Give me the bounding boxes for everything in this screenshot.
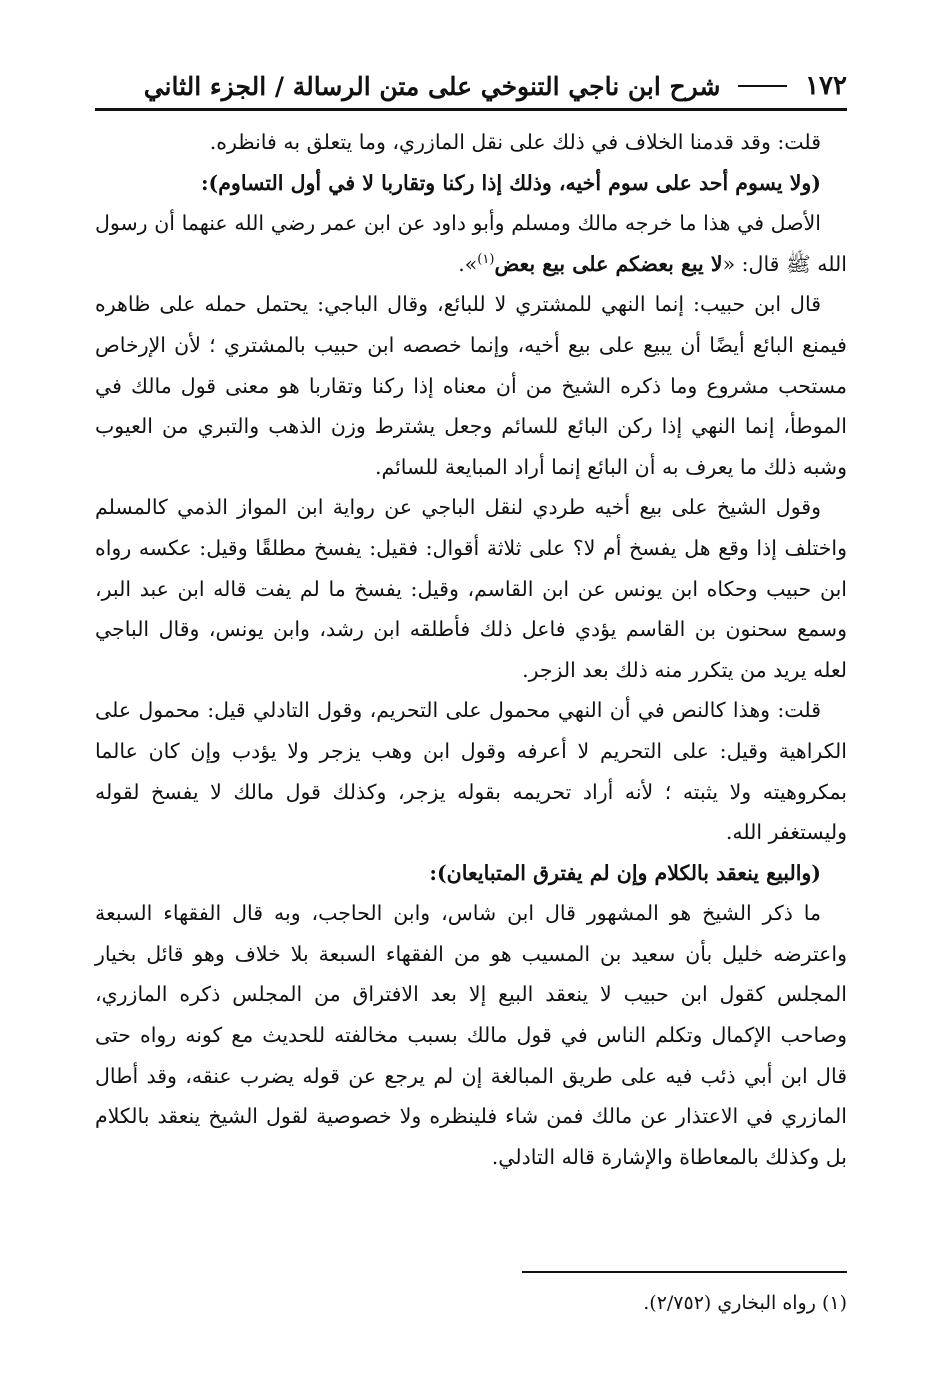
body-text bbox=[95, 122, 847, 1177]
document-page bbox=[95, 66, 847, 1356]
paragraph-6: قلت: وهذا كالنص في أن النهي محمول على التحريم، وقول التادلي قيل: محمول على الكراهية وقيل: على التحريم لا أعرفه وقول ابن وهب يزجر ولا يؤدب وإن كان عالما بمكروهيته ولا يثبته ؛ لأنه أراد تحريمه بقوله يزجر، وكذلك قول مالك لا يفسخ لقوله وليستغفر الله. bbox=[95, 698, 847, 845]
paragraph-4: قال ابن حبيب: إنما النهي للمشتري لا للبائع، وقال الباجي: يحتمل حمله على ظاهره فيمنع البائع أيضًا أن يبيع على بيع أخيه، وإنما خصصه ابن حبيب بالمشتري ؛ لأن الإرخاص مستحب مشروع وما ذكره الشيخ من أن معناه إذا ركنا وتقاربا هو معنى قول مالك في الموطأ، إنما النهي إذا ركن البائع للسائم وجعل يشترط وزن الذهب والتبري من العيوب وشبه ذلك ما يعرف به أن البائع إنما أراد المبايعة للسائم. bbox=[95, 292, 847, 479]
paragraph-3-end: ». bbox=[458, 251, 478, 276]
paragraph-5: وقول الشيخ على بيع أخيه طردي لنقل الباجي عن رواية ابن المواز الذمي كالمسلم واختلف إذا وقع هل يفسخ أم لا؟ على ثلاثة أقوال: فقيل: يفسخ مطلقًا وقيل: عكسه رواه ابن حبيب وحكاه ابن يونس عن ابن القاسم، وقيل: يفسخ ما لم يفت قاله ابن عبد البر، وسمع سحنون بن القاسم يؤدي فاعل ذلك فأطلقه ابن رشد، وابن يونس، وقال الباجي لعله يريد من يتكرر منه ذلك بعد الزجر. bbox=[95, 495, 847, 682]
paragraph-8: ما ذكر الشيخ هو المشهور قال ابن شاس، وابن الحاجب، وبه قال الفقهاء السبعة واعترضه خليل بأن سعيد بن المسيب هو من الفقهاء السبعة بلا خلاف وهو قائل بخيار المجلس كقول ابن حبيب لا ينعقد البيع إلا بعد الافتراق من المجلس ذكره المازري، وصاحب الإكمال وتكلم الناس في قول مالك بسبب مخالفته للحديث مع كونه رواه حتى قال ابن أبي ذئب فيه على طريق المبالغة إن لم يرجع عن قوله يضرب عنقه، وقد أطال المازري في الاعتذار عن مالك فمن شاء فلينظره ولا خصوصية لقول الشيخ ينعقد بالكلام بل وكذلك بالمعاطاة والإشارة قاله التادلي. bbox=[95, 901, 847, 1169]
header-dash-rule bbox=[738, 85, 787, 87]
footnote-ref-1[interactable]: (١) bbox=[477, 251, 495, 267]
paragraph-3 bbox=[95, 203, 847, 284]
running-title: شرح ابن ناجي التنوخي على متن الرسالة / الجزء الثاني bbox=[143, 71, 721, 101]
paragraph-3-start: الأصل في هذا ما خرجه مالك ومسلم وأبو داود عن ابن عمر رضي الله عنهما أن رسول الله ﷺ قال: « bbox=[95, 211, 847, 276]
header-underline bbox=[95, 108, 847, 111]
matn-heading-1: (ولا يسوم أحد على سوم أخيه، وذلك إذا ركنا وتقاربا لا في أول التساوم): bbox=[200, 170, 821, 195]
matn-heading-2: (والبيع ينعقد بالكلام وإن لم يفترق المتبايعان): bbox=[429, 860, 821, 885]
footnote-separator bbox=[522, 1271, 847, 1273]
page-header bbox=[95, 66, 847, 106]
page-number: ١٧٢ bbox=[805, 71, 847, 101]
hadith-text: لا يبع بعضكم على بيع بعض bbox=[494, 251, 723, 276]
paragraph-1: قلت: وقد قدمنا الخلاف في ذلك على نقل المازري، وما يتعلق به فانظره. bbox=[209, 130, 821, 154]
footnote-1: (١) رواه البخاري (٢/٧٥٢). bbox=[643, 1292, 847, 1314]
